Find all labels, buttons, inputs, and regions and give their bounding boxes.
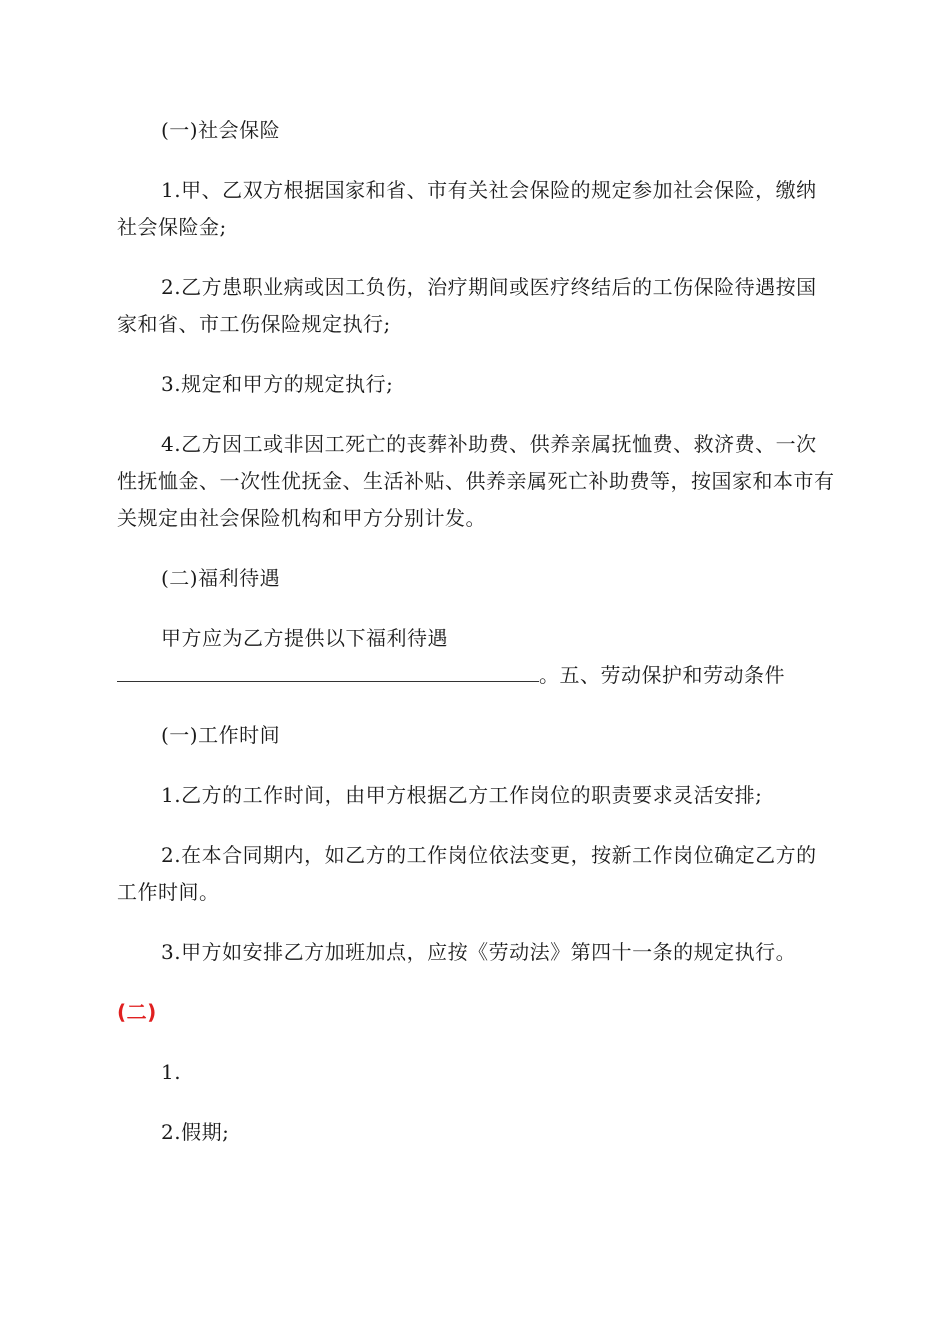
heading-welfare: (二)福利待遇	[161, 566, 281, 590]
heading-social-insurance: (一)社会保险	[161, 118, 281, 142]
paragraph-working-hours-3: 3.甲方如安排乙方加班加点，应按《劳动法》第四十一条的规定执行。	[161, 940, 797, 964]
paragraph-item-2-holiday: 2.假期;	[161, 1120, 230, 1144]
paragraph-social-insurance-2: 2.乙方患职业病或因工负伤，治疗期间或医疗终结后的工伤保险待遇按国家和省、市工伤保险规定执行;	[117, 275, 817, 336]
heading-working-hours: (一)工作时间	[161, 723, 281, 747]
heading-section-two-red: (二)	[117, 1000, 157, 1024]
paragraph-working-hours-1: 1.乙方的工作时间，由甲方根据乙方工作岗位的职责要求灵活安排;	[161, 783, 763, 807]
welfare-blank-line	[117, 657, 837, 694]
document-page	[117, 112, 837, 1174]
paragraph-social-insurance-3: 3.规定和甲方的规定执行;	[161, 372, 394, 396]
paragraph-welfare-provision	[117, 620, 837, 694]
paragraph-item-1: 1.	[161, 1060, 182, 1084]
welfare-line-suffix: 。五、劳动保护和劳动条件	[539, 663, 785, 687]
welfare-line-text: 甲方应为乙方提供以下福利待遇	[161, 626, 448, 650]
paragraph-social-insurance-1: 1.甲、乙双方根据国家和省、市有关社会保险的规定参加社会保险，缴纳社会保险金;	[117, 178, 817, 239]
fill-in-blank	[117, 657, 539, 682]
paragraph-social-insurance-4: 4.乙方因工或非因工死亡的丧葬补助费、供养亲属抚恤费、救济费、一次性抚恤金、一次性优抚金、生活补贴、供养亲属死亡补助费等，按国家和本市有关规定由社会保险机构和甲方分别计发。	[117, 432, 835, 530]
paragraph-working-hours-2: 2.在本合同期内，如乙方的工作岗位依法变更，按新工作岗位确定乙方的工作时间。	[117, 843, 817, 904]
